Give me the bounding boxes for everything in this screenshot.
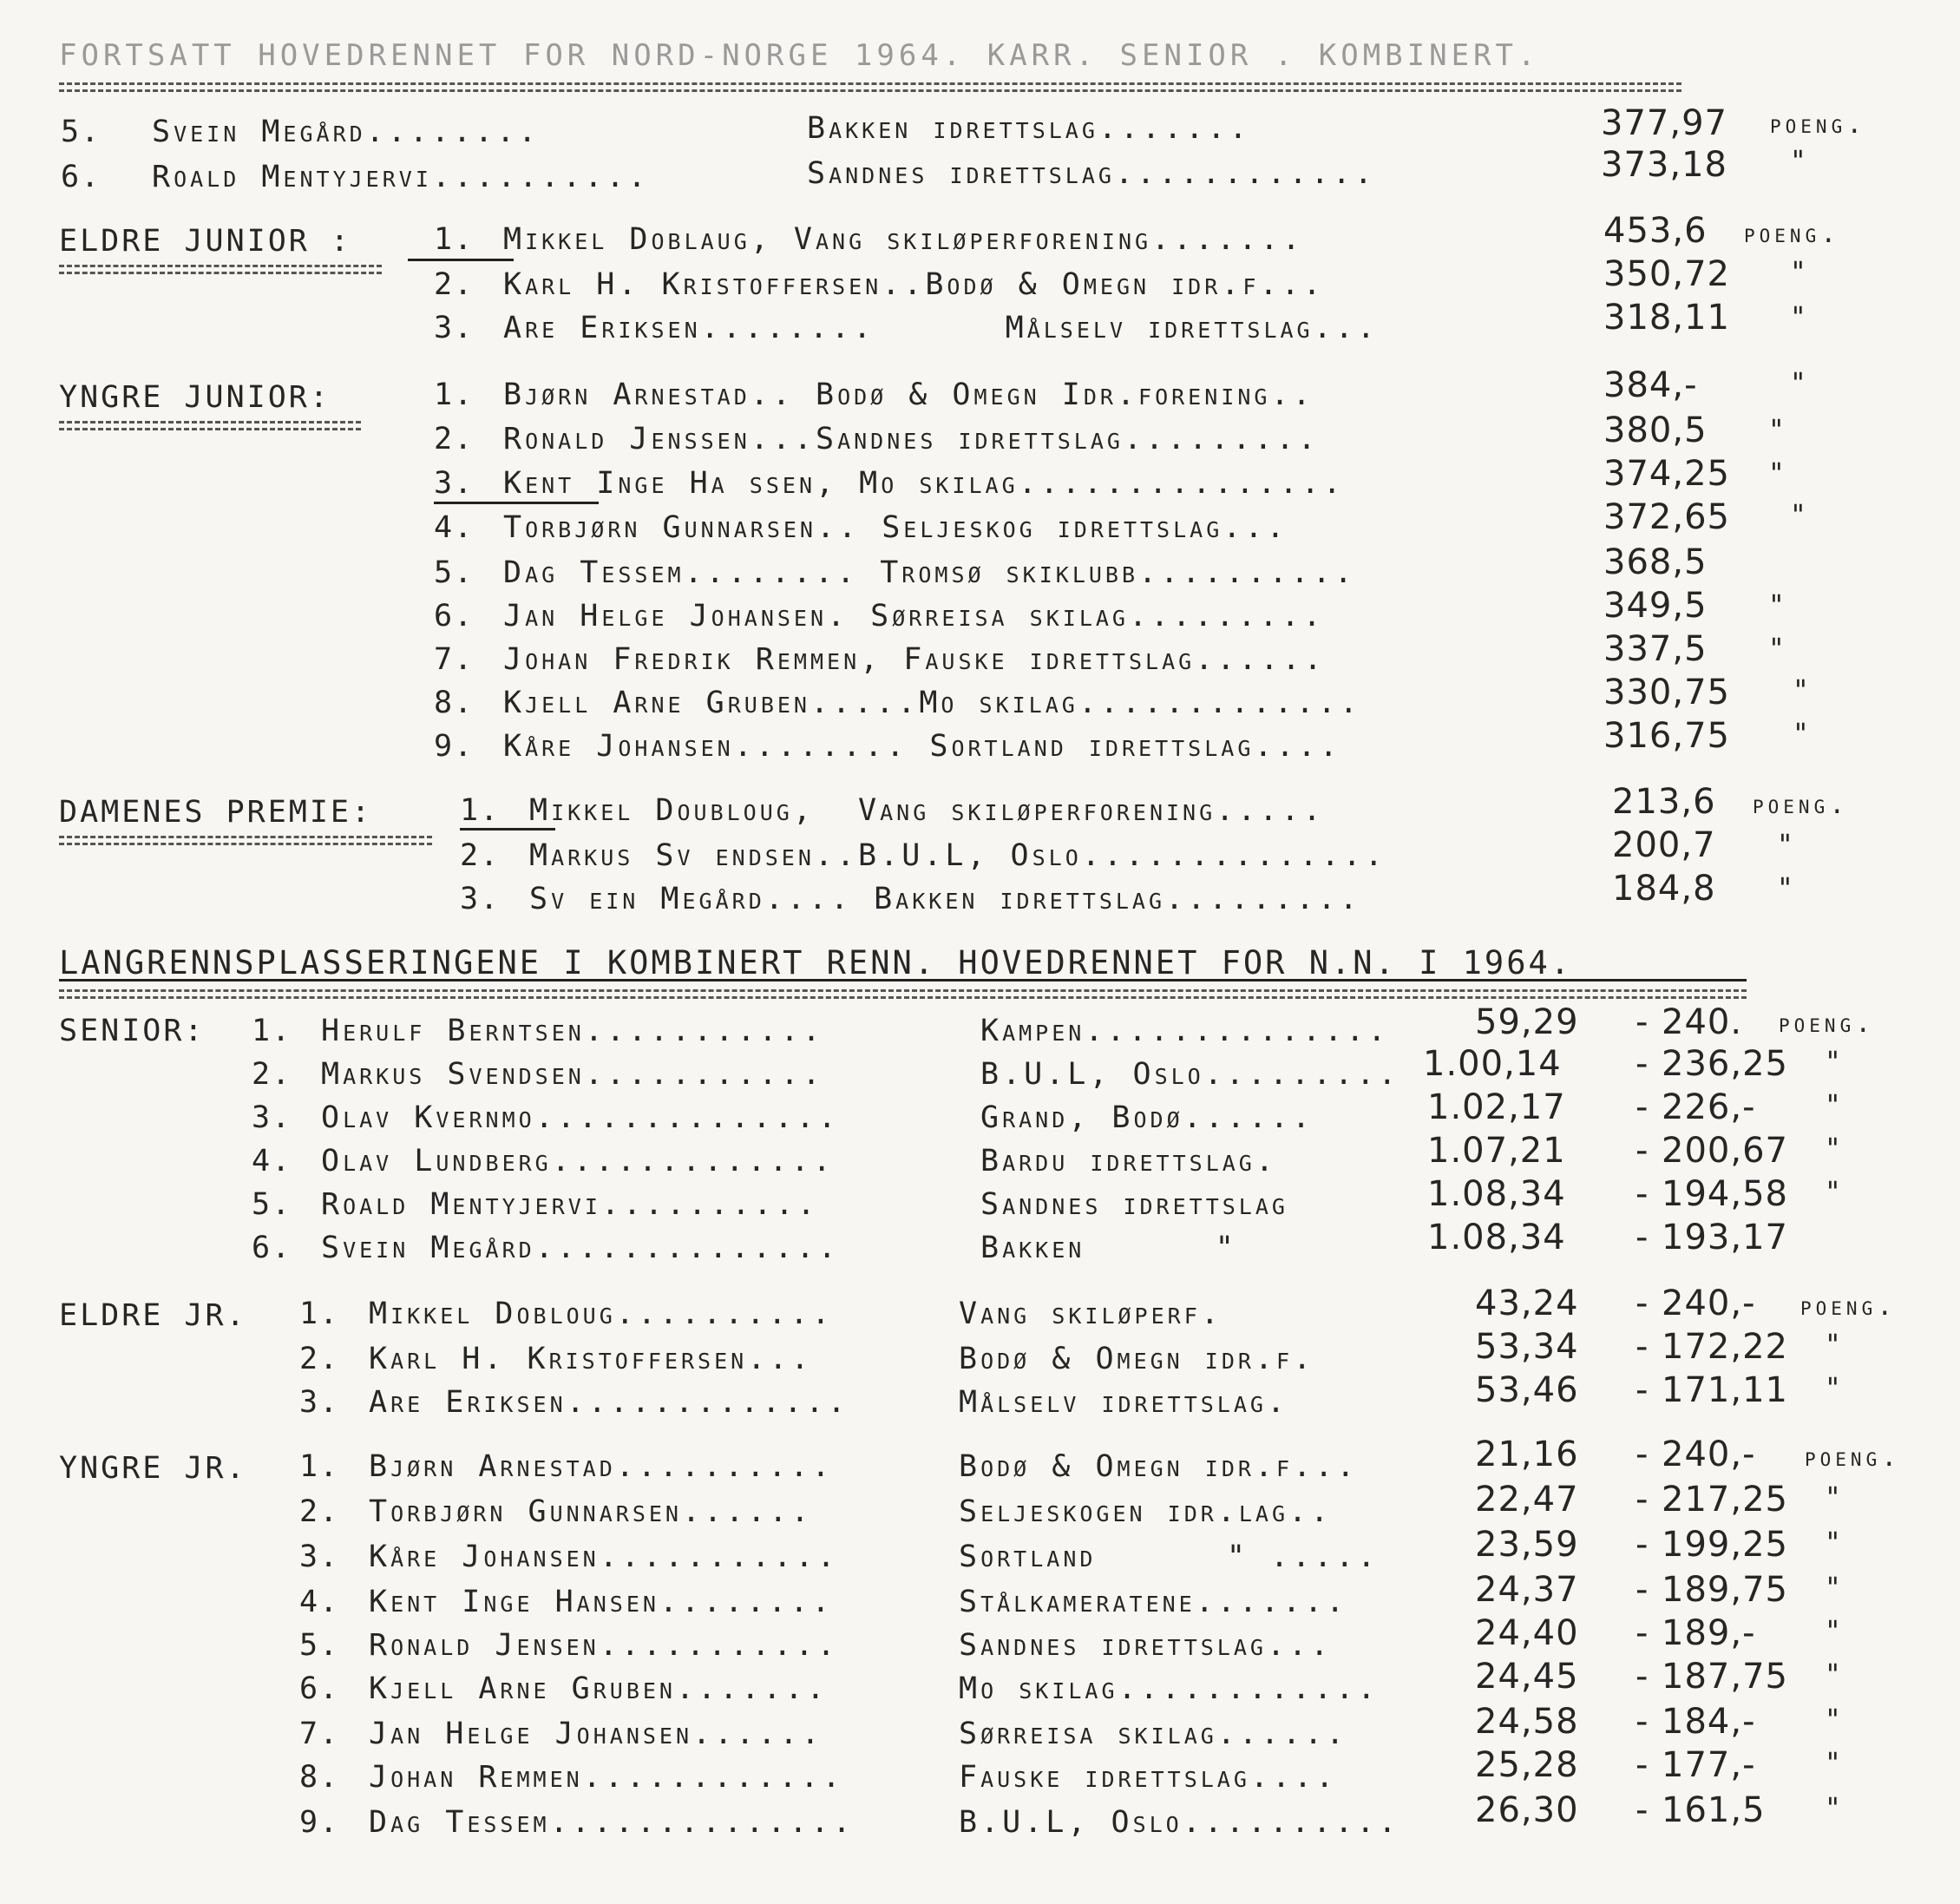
rank: 1. [252, 1014, 292, 1048]
result-text: Bjørn Arnestad.. Bodø & Omegn Idr.forening.. [503, 378, 1314, 412]
result-text: Markus Sv endsen..B.U.L, Oslo.............. [529, 838, 1386, 873]
dash: - [1636, 1480, 1649, 1520]
athlete-name: Kent Inge Hansen........ [369, 1585, 834, 1619]
ditto-mark: " [1826, 1526, 1839, 1559]
rank: 7. [299, 1717, 340, 1751]
athlete-name: Jan Helge Johansen...... [369, 1717, 823, 1751]
athlete-name: Olav Kvernmo.............. [321, 1100, 840, 1135]
dash: - [1636, 1087, 1649, 1127]
dash: - [1636, 1218, 1649, 1257]
club-name: B.U.L, Oslo......... [980, 1057, 1400, 1092]
race-time: 24,40 [1475, 1613, 1579, 1653]
dash: - [1636, 1745, 1649, 1785]
points: 177,- [1662, 1745, 1756, 1785]
ditto-mark: " [1826, 1703, 1839, 1736]
athlete-name: Svein Megård........ [152, 115, 541, 149]
ditto-mark: " [1826, 1791, 1839, 1824]
points: 171,11 [1662, 1370, 1788, 1410]
rank: 5. [299, 1628, 340, 1663]
dash: - [1636, 1613, 1649, 1653]
rank: 2. [434, 422, 475, 456]
heading-underline [59, 979, 1747, 982]
ditto-mark: " [1770, 632, 1783, 665]
rank: 8. [434, 686, 475, 720]
dash: - [1636, 1131, 1649, 1171]
result-text: Kent Inge Ha ssen, Mo skilag............... [503, 466, 1345, 501]
rank: 1. [460, 793, 501, 828]
points: 217,25 [1662, 1480, 1788, 1520]
result-text: Mikkel Doblaug, Vang skiløperforening....... [503, 222, 1304, 257]
langrenn-section-heading: LANGRENNSPLASSERINGENE I KOMBINERT RENN. HOVEDRENNET FOR N.N. I 1964. [59, 944, 1573, 982]
section-heading-damenes-premie: DAMENES PREMIE: [59, 795, 373, 830]
ditto-mark: " [1826, 1614, 1839, 1647]
points: 189,75 [1662, 1570, 1788, 1610]
race-time: 23,59 [1475, 1525, 1579, 1565]
athlete-name: Dag Tessem.............. [369, 1805, 855, 1840]
underline-mark [460, 828, 555, 831]
ditto-mark: " [1792, 144, 1805, 177]
race-time: 59,29 [1475, 1002, 1579, 1042]
club-name: Vang skiløperf. [959, 1297, 1223, 1331]
rank: 2. [434, 267, 475, 302]
result-text: Torbjørn Gunnarsen.. Seljeskog idrettslag... [503, 510, 1288, 545]
race-time: 24,45 [1475, 1657, 1579, 1697]
dash: - [1636, 1327, 1649, 1367]
unit-label: poeng. [1800, 1291, 1898, 1322]
club-name: Bodø & Omegn idr.f... [959, 1449, 1359, 1484]
ditto-mark: " [1826, 1088, 1839, 1121]
ditto-mark: " [1779, 871, 1792, 904]
club-name: Målselv idrettslag. [959, 1385, 1289, 1420]
score: 372,65 [1603, 497, 1730, 537]
ditto-mark: " [1826, 1481, 1839, 1513]
points: 184,- [1662, 1702, 1756, 1742]
rank: 1. [434, 378, 475, 412]
athlete-name: Bjørn Arnestad.......... [369, 1449, 834, 1484]
race-time: 53,46 [1475, 1370, 1579, 1410]
result-text: Kjell Arne Gruben.....Mo skilag............. [503, 686, 1361, 720]
athlete-name: Markus Svendsen........... [321, 1057, 824, 1092]
rank: 7. [434, 642, 475, 677]
race-time: 1.07,21 [1427, 1131, 1566, 1171]
rank: 1. [299, 1297, 340, 1331]
rank: 3. [434, 466, 475, 501]
ditto-mark: " [1826, 1132, 1839, 1165]
rank: 8. [299, 1760, 340, 1795]
club-name: Stålkameratene....... [959, 1585, 1348, 1619]
athlete-name: Ronald Jensen........... [369, 1628, 839, 1663]
ditto-mark: " [1770, 588, 1783, 621]
rank: 6. [434, 599, 475, 634]
score: 384,- [1603, 365, 1698, 405]
rank: 5. [434, 555, 475, 590]
dash: - [1636, 1044, 1649, 1084]
unit-label: poeng. [1744, 219, 1841, 249]
heading-double-rule [59, 836, 432, 838]
rank: 5. [252, 1187, 292, 1222]
underline-mark [408, 259, 514, 261]
points: 236,25 [1662, 1044, 1788, 1084]
athlete-name: Torbjørn Gunnarsen...... [369, 1494, 813, 1529]
score: 330,75 [1603, 673, 1730, 712]
points: 240. [1662, 1002, 1743, 1042]
athlete-name: Kjell Arne Gruben....... [369, 1671, 829, 1706]
athlete-name: Kåre Johansen........... [369, 1540, 839, 1574]
score: 350,72 [1603, 254, 1730, 294]
ditto-mark: " [1794, 673, 1807, 706]
result-text: Karl H. Kristoffersen..Bodø & Omegn idr.f... [503, 267, 1325, 302]
dash: - [1636, 1370, 1649, 1410]
unit-label: poeng. [1753, 790, 1850, 820]
athlete-name: Are Eriksen............. [369, 1385, 849, 1420]
ditto-mark: " [1770, 413, 1783, 446]
result-text: Mikkel Doubloug, Vang skiløperforening..... [529, 793, 1325, 828]
points: 199,25 [1662, 1525, 1788, 1565]
result-text: Johan Fredrik Remmen, Fauske idrettslag...... [503, 642, 1326, 677]
club-name: Bakken " [980, 1231, 1237, 1265]
race-time: 22,47 [1475, 1480, 1579, 1520]
rank: 3. [434, 311, 475, 345]
points: 226,- [1662, 1087, 1756, 1127]
section-heading-yngre-junior: YNGRE JUNIOR: [59, 380, 331, 415]
rank: 4. [299, 1585, 340, 1619]
club-name: Sørreisa skilag...... [959, 1717, 1348, 1751]
score: 349,5 [1603, 586, 1708, 626]
result-text: Are Eriksen........ Målselv idrettslag... [503, 311, 1379, 345]
ditto-mark: " [1794, 717, 1807, 750]
race-time: 26,30 [1475, 1790, 1579, 1830]
points: 172,22 [1662, 1327, 1788, 1367]
club-name: Bardu idrettslag. [980, 1144, 1277, 1179]
heading-double-rule [59, 421, 361, 423]
unit-label: poeng. [1805, 1442, 1902, 1473]
score: 318,11 [1603, 298, 1730, 338]
dash: - [1636, 1790, 1649, 1830]
ditto-mark: " [1770, 456, 1783, 489]
athlete-name: Mikkel Dobloug.......... [369, 1297, 834, 1331]
rank: 4. [252, 1144, 292, 1179]
score: 200,7 [1612, 825, 1716, 865]
dash: - [1636, 1284, 1649, 1323]
result-text: Kåre Johansen........ Sortland idrettslag.... [503, 729, 1341, 764]
group-label-yngre-jr: YNGRE JR. [59, 1451, 247, 1486]
club-name: Grand, Bodø...... [980, 1100, 1314, 1135]
race-time: 53,34 [1475, 1327, 1579, 1367]
club-name: Sandnes idrettslag............ [807, 156, 1376, 191]
result-text: Ronald Jenssen...Sandnes idrettslag......... [503, 422, 1320, 456]
athlete-name: Karl H. Kristoffersen... [369, 1342, 813, 1376]
athlete-name: Roald Mentyjervi.......... [152, 160, 650, 194]
score: 316,75 [1603, 716, 1730, 756]
race-time: 24,37 [1475, 1570, 1579, 1610]
dash: - [1636, 1002, 1649, 1042]
club-name: Fauske idrettslag.... [959, 1760, 1338, 1795]
club-name: Kampen.............. [980, 1014, 1390, 1048]
ditto-mark: " [1826, 1175, 1839, 1208]
score: 184,8 [1612, 869, 1716, 909]
club-name: Bakken idrettslag....... [807, 111, 1251, 146]
rank: 3. [252, 1100, 292, 1135]
dash: - [1636, 1174, 1649, 1214]
ditto-mark: " [1826, 1658, 1839, 1691]
ditto-mark: " [1826, 1746, 1839, 1779]
title-double-rule [59, 82, 1681, 85]
rank: 4. [434, 510, 475, 545]
ditto-mark: " [1826, 1328, 1839, 1361]
score: 380,5 [1603, 410, 1708, 450]
rank: 5. [61, 115, 102, 149]
result-text: Sv ein Megård.... Bakken idrettslag......... [529, 882, 1361, 916]
points: 161,5 [1662, 1790, 1766, 1830]
score: 373,18 [1601, 145, 1727, 185]
rank: 3. [299, 1540, 340, 1574]
score: 453,6 [1603, 211, 1708, 251]
points: 187,75 [1662, 1657, 1788, 1697]
race-time: 24,58 [1475, 1702, 1579, 1742]
rank: 6. [299, 1671, 340, 1706]
score: 337,5 [1603, 629, 1708, 669]
athlete-name: Herulf Berntsen........... [321, 1014, 824, 1048]
race-time: 21,16 [1475, 1435, 1579, 1474]
ditto-mark: " [1779, 828, 1792, 861]
points: 194,58 [1662, 1174, 1788, 1214]
points: 189,- [1662, 1613, 1756, 1653]
ditto-mark: " [1792, 498, 1805, 531]
race-time: 1.08,34 [1427, 1218, 1566, 1257]
rank: 1. [299, 1449, 340, 1484]
rank: 6. [61, 160, 102, 194]
ditto-mark: " [1826, 1371, 1839, 1404]
heading-double-rule [59, 265, 382, 267]
race-time: 1.00,14 [1423, 1044, 1562, 1084]
athlete-name: Johan Remmen............ [369, 1760, 844, 1795]
score: 374,25 [1603, 454, 1730, 494]
score: 213,6 [1612, 782, 1716, 822]
rank: 2. [460, 838, 501, 873]
rank: 2. [252, 1057, 292, 1092]
race-time: 1.08,34 [1427, 1174, 1566, 1214]
club-name: Mo skilag............ [959, 1671, 1380, 1706]
points: 193,17 [1662, 1218, 1788, 1257]
race-time: 43,24 [1475, 1284, 1579, 1323]
athlete-name: Olav Lundberg............. [321, 1144, 835, 1179]
score: 368,5 [1603, 542, 1708, 582]
result-text: Dag Tessem........ Tromsø skiklubb.......... [503, 555, 1356, 590]
rank: 9. [434, 729, 475, 764]
group-label-eldre-jr: ELDRE JR. [59, 1298, 247, 1333]
rank: 2. [299, 1494, 340, 1529]
ditto-mark: " [1826, 1571, 1839, 1604]
heading-double-rule [59, 989, 1747, 992]
underline-mark [434, 502, 599, 504]
dash: - [1636, 1570, 1649, 1610]
ditto-mark: " [1792, 366, 1805, 399]
score: 377,97 [1601, 103, 1727, 143]
dash: - [1636, 1435, 1649, 1474]
dash: - [1636, 1657, 1649, 1697]
ditto-mark: " [1792, 255, 1805, 288]
club-name: Seljeskogen idr.lag.. [959, 1494, 1333, 1529]
club-name: Sandnes idrettslag [980, 1187, 1288, 1222]
unit-label: poeng. [1770, 109, 1867, 140]
club-name: Bodø & Omegn idr.f. [959, 1342, 1315, 1376]
document-title: FORTSATT HOVEDRENNET FOR NORD-NORGE 1964. KARR. SENIOR . KOMBINERT. [59, 38, 1540, 73]
group-label-senior: SENIOR: [59, 1014, 206, 1048]
result-text: Jan Helge Johansen. Sørreisa skilag......... [503, 599, 1325, 634]
points: 240,- [1662, 1435, 1756, 1474]
dash: - [1636, 1702, 1649, 1742]
club-name: B.U.L, Oslo.......... [959, 1805, 1400, 1840]
race-time: 1.02,17 [1427, 1087, 1566, 1127]
rank: 2. [299, 1342, 340, 1376]
rank: 3. [460, 882, 501, 916]
rank: 1. [434, 222, 475, 257]
race-time: 25,28 [1475, 1745, 1579, 1785]
points: 200,67 [1662, 1131, 1788, 1171]
rank: 3. [299, 1385, 340, 1420]
club-name: Sandnes idrettslag... [959, 1628, 1333, 1663]
ditto-mark: " [1826, 1045, 1839, 1078]
ditto-mark: " [1792, 300, 1805, 333]
athlete-name: Roald Mentyjervi.......... [321, 1187, 819, 1222]
club-name: Sortland " ..... [959, 1540, 1380, 1574]
rank: 6. [252, 1231, 292, 1265]
unit-label: poeng. [1779, 1008, 1876, 1039]
points: 240,- [1662, 1284, 1756, 1323]
athlete-name: Svein Megård.............. [321, 1231, 840, 1265]
section-heading-eldre-junior: ELDRE JUNIOR : [59, 224, 352, 259]
dash: - [1636, 1525, 1649, 1565]
rank: 9. [299, 1805, 340, 1840]
